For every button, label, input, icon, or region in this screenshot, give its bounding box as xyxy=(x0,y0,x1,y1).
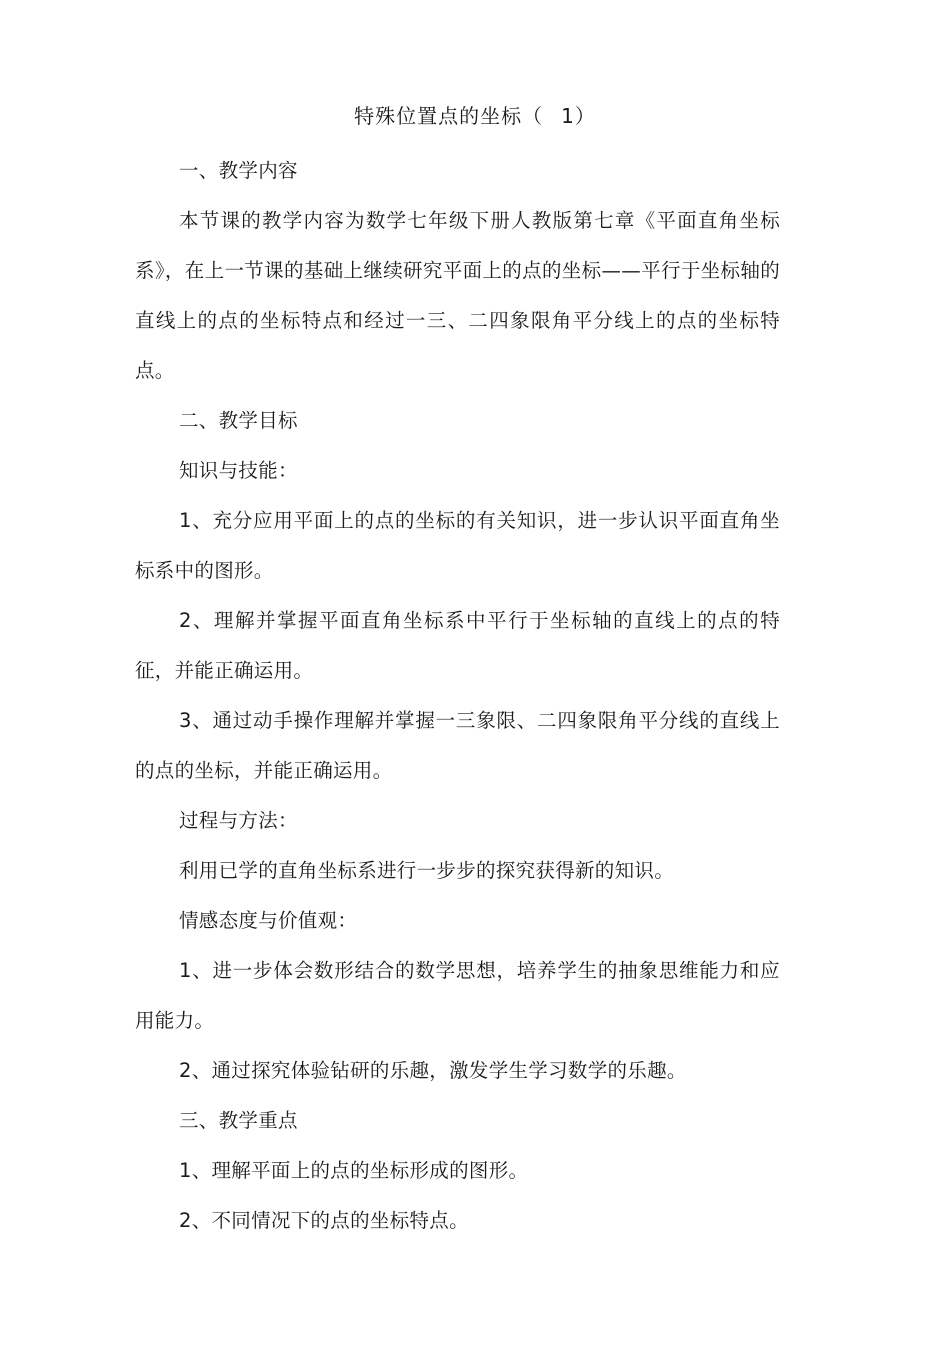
objective-item-2: 2、理解并掌握平面直角坐标系中平行于坐标轴的直线上的点的特征，并能正确运用。 xyxy=(135,609,780,682)
subheading-process-method: 过程与方法： xyxy=(179,809,298,832)
attitude-item-1: 1、进一步体会数形结合的数学思想，培养学生的抽象思维能力和应用能力。 xyxy=(135,959,780,1032)
page-title xyxy=(0,100,950,132)
title-main: 特殊位置点的坐标（ xyxy=(354,104,544,128)
objective-item-1: 1、充分应用平面上的点的坐标的有关知识，进一步认识平面直角坐标系中的图形。 xyxy=(135,509,780,582)
document-body xyxy=(135,146,780,1246)
paragraph-process: 利用已学的直角坐标系进行一步步的探究获得新的知识。 xyxy=(179,859,675,882)
objective-item-3: 3、通过动手操作理解并掌握一三象限、二四象限角平分线的直线上的点的坐标，并能正确运用。 xyxy=(135,709,780,782)
key-point-item-2: 2、不同情况下的点的坐标特点。 xyxy=(179,1209,469,1232)
subheading-knowledge-skills: 知识与技能： xyxy=(179,459,298,482)
section-heading-content: 一、教学内容 xyxy=(179,159,298,182)
section-heading-key-points: 三、教学重点 xyxy=(179,1109,298,1132)
title-number: 1） xyxy=(561,104,596,128)
section-heading-objectives: 二、教学目标 xyxy=(179,409,298,432)
paragraph-content: 本节课的教学内容为数学七年级下册人教版第七章《平面直角坐标系》，在上一节课的基础上继续研究平面上的点的坐标——平行于坐标轴的直线上的点的坐标特点和经过一三、二四象限角平分线上的点的坐标特点。 xyxy=(135,209,780,382)
subheading-attitude-values: 情感态度与价值观： xyxy=(179,909,358,932)
attitude-item-2: 2、通过探究体验钻研的乐趣，激发学生学习数学的乐趣。 xyxy=(179,1059,687,1082)
key-point-item-1: 1、理解平面上的点的坐标形成的图形。 xyxy=(179,1159,529,1182)
